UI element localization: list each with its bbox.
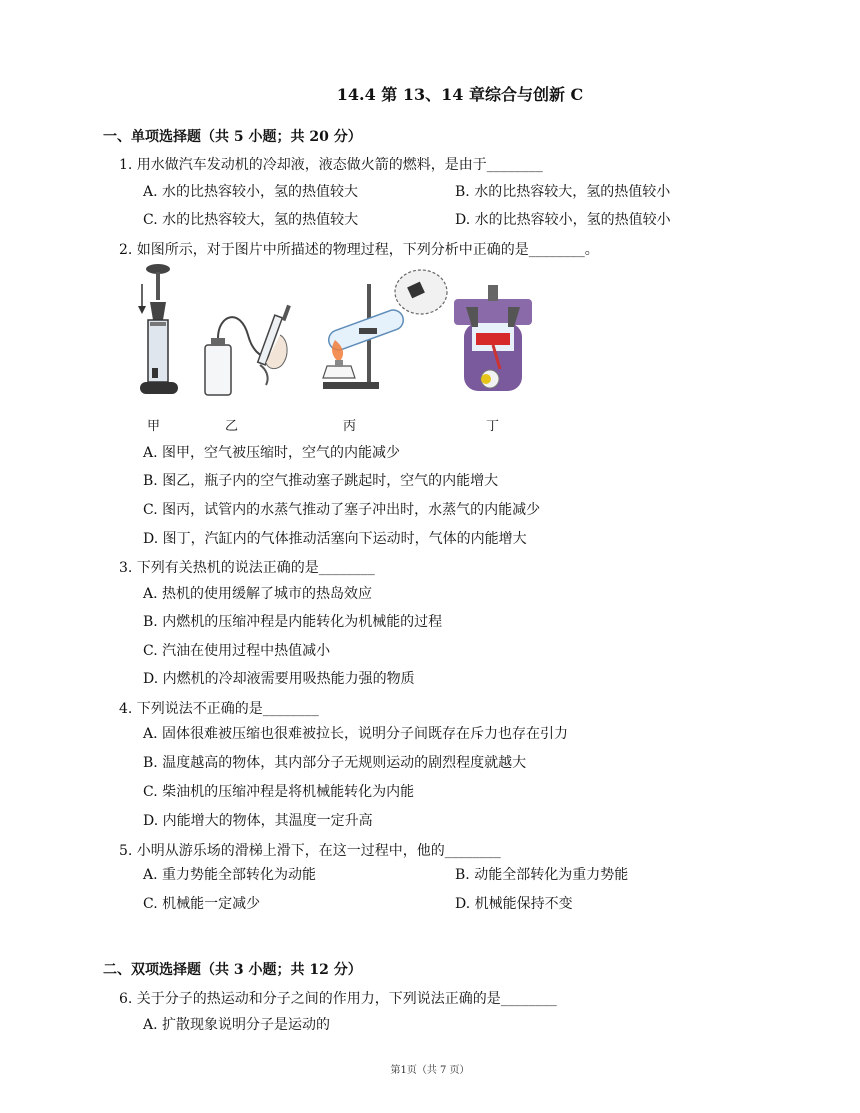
figure-caption-yi: 乙	[225, 419, 239, 434]
question-5-stem: 5. 小明从游乐场的滑梯上滑下，在这一过程中，他的________	[119, 843, 501, 859]
question-2-option-d[interactable]: D. 图丁，汽缸内的气体推动活塞向下运动时，气体的内能增大	[143, 531, 527, 547]
question-3-option-a[interactable]: A. 热机的使用缓解了城市的热岛效应	[143, 586, 373, 602]
question-5-option-b[interactable]: B. 动能全部转化为重力势能	[455, 867, 629, 883]
page-footer: 第1页（共 7 页）	[390, 1065, 470, 1076]
question-4-option-a[interactable]: A. 固体很难被压缩也很难被拉长，说明分子间既存在斥力也存在引力	[143, 726, 569, 742]
question-6-option-a[interactable]: A. 扩散现象说明分子是运动的	[143, 1017, 331, 1033]
question-2-option-b[interactable]: B. 图乙，瓶子内的空气推动塞子跳起时，空气的内能增大	[143, 473, 499, 489]
section-heading-single-choice: 一、单项选择题（共 5 小题；共 20 分）	[103, 129, 362, 145]
page-title: 14.4 第 13、14 章综合与创新 C	[336, 85, 584, 104]
question-5-option-a[interactable]: A. 重力势能全部转化为动能	[143, 867, 317, 883]
question-2-option-a[interactable]: A. 图甲，空气被压缩时，空气的内能减少	[143, 445, 401, 461]
question-5-option-c[interactable]: C. 机械能一定减少	[143, 896, 261, 912]
figure-caption-jia: 甲	[147, 419, 161, 434]
figure-caption-bing: 丙	[343, 419, 357, 434]
figure-yi-bottle-pump-icon	[200, 295, 295, 400]
figure-bing-test-tube-heating-icon	[305, 262, 450, 397]
figure-ding-engine-cylinder-icon	[452, 283, 534, 395]
question-1-option-b[interactable]: B. 水的比热容较大，氢的热值较小	[455, 184, 671, 200]
question-1-option-d[interactable]: D. 水的比热容较小，氢的热值较小	[455, 212, 671, 228]
question-3-option-c[interactable]: C. 汽油在使用过程中热值减小	[143, 643, 331, 659]
figure-caption-ding: 丁	[486, 419, 500, 434]
question-6-stem: 6. 关于分子的热运动和分子之间的作用力，下列说法正确的是________	[119, 991, 557, 1007]
section-heading-double-choice: 二、双项选择题（共 3 小题；共 12 分）	[103, 962, 362, 978]
question-1-option-a[interactable]: A. 水的比热容较小，氢的热值较大	[143, 184, 359, 200]
question-3-option-b[interactable]: B. 内燃机的压缩冲程是内能转化为机械能的过程	[143, 614, 443, 630]
question-2-stem: 2. 如图所示，对于图片中所描述的物理过程，下列分析中正确的是________。	[119, 242, 599, 258]
question-5-option-d[interactable]: D. 机械能保持不变	[455, 896, 573, 912]
question-4-option-b[interactable]: B. 温度越高的物体，其内部分子无规则运动的剧烈程度就越大	[143, 755, 527, 771]
question-3-option-d[interactable]: D. 内燃机的冷却液需要用吸热能力强的物质	[143, 671, 415, 687]
question-3-stem: 3. 下列有关热机的说法正确的是________	[119, 560, 375, 576]
question-1-option-c[interactable]: C. 水的比热容较大，氢的热值较大	[143, 212, 359, 228]
figure-jia-air-compression-icon	[132, 262, 190, 402]
question-4-option-c[interactable]: C. 柴油机的压缩冲程是将机械能转化为内能	[143, 784, 415, 800]
question-2-option-c[interactable]: C. 图丙，试管内的水蒸气推动了塞子冲出时，水蒸气的内能减少	[143, 502, 541, 518]
question-4-option-d[interactable]: D. 内能增大的物体，其温度一定升高	[143, 813, 373, 829]
question-4-stem: 4. 下列说法不正确的是________	[119, 701, 319, 717]
question-1-stem: 1. 用水做汽车发动机的冷却液，液态做火箭的燃料，是由于________	[119, 157, 543, 173]
